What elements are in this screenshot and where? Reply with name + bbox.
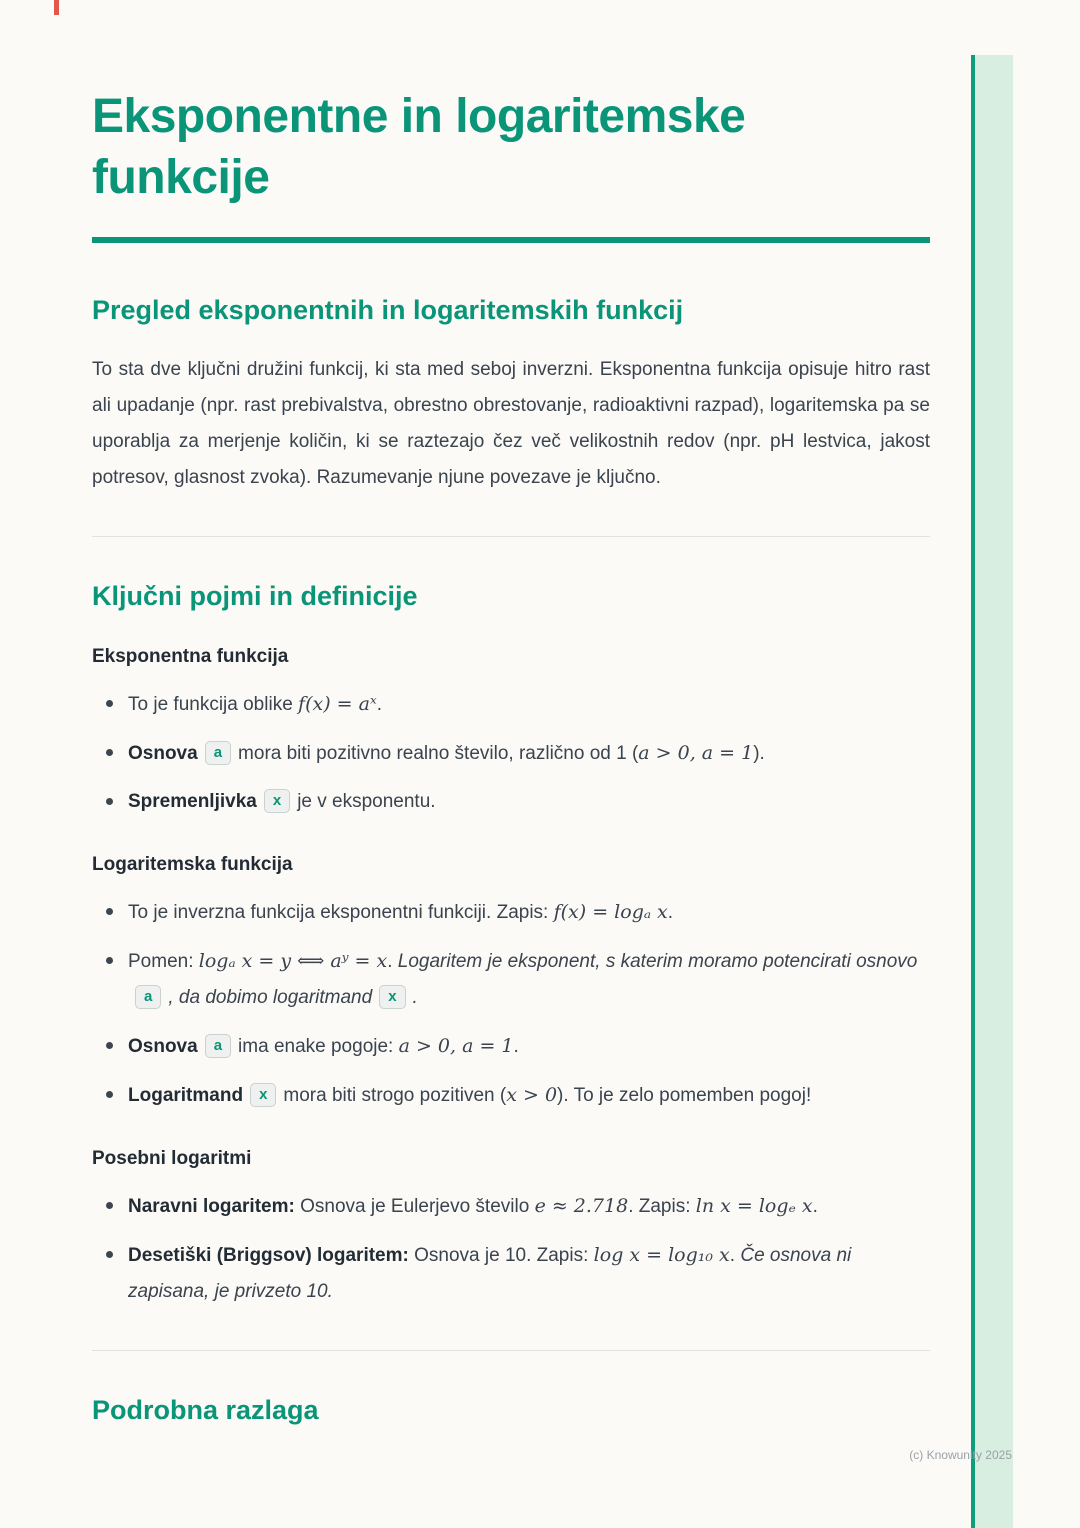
text-segment: ). To je zelo pomemben pogoj!	[557, 1084, 812, 1106]
italic-segment: , da dobimo logaritmand	[168, 986, 373, 1008]
text-segment: .	[667, 901, 674, 923]
list-item	[106, 784, 930, 820]
text-segment: mora biti strogo pozitiven (	[283, 1084, 507, 1106]
text-segment: To je inverzna funkcija eksponentni funkciji. Zapis:	[128, 901, 554, 923]
overview-paragraph: To sta dve ključni družini funkcij, ki sta med seboj inverzni. Eksponentna funkcija opisuje hitro rast ali upadanje (npr. rast prebivalstva, obrestno obrestovanje, radioaktivni razpad), logaritemska pa se uporablja za merjenje količin, ki se raztezajo čez več velikostnih redov (npr. pH lestvica, jakost potresov, glasnost zvoka). Razumevanje njune povezave je ključno.	[92, 358, 930, 488]
section-divider	[92, 536, 930, 537]
italic-segment: Če osnova ni zapisana, je privzeto 10.	[128, 1244, 852, 1302]
math-segment: logₐ x = y ⟺ aʸ = x	[198, 949, 388, 972]
list-item-text	[128, 902, 673, 923]
text-segment: ).	[753, 742, 765, 764]
page-edge-mark	[54, 0, 59, 15]
bold-segment: Logaritmand	[128, 1084, 244, 1106]
inline-variable-chip: x	[264, 789, 290, 813]
list-item	[106, 894, 930, 931]
text-segment: .	[812, 1195, 818, 1217]
right-accent-band	[975, 55, 1013, 1528]
list-item	[106, 1028, 930, 1065]
title-rule	[92, 237, 930, 243]
list-item-text	[128, 791, 436, 812]
list-item	[106, 735, 930, 772]
italic-segment: Logaritem je eksponent, s katerim moramo potencirati osnovo	[397, 950, 918, 972]
section-heading-concepts: Ključni pojmi in definicije	[92, 580, 418, 611]
text-segment: .	[387, 950, 398, 972]
list-item-text	[128, 743, 765, 764]
math-segment: a > 0, a = 1	[398, 1034, 514, 1057]
page-title: Eksponentne in logaritemske funkcije	[92, 90, 746, 205]
list-item	[106, 943, 930, 1016]
text-segment: mora biti pozitivno realno število, različno od 1 (	[238, 742, 639, 764]
section-divider	[92, 1350, 930, 1351]
subheading-special-logarithms: Posebni logaritmi	[92, 1147, 252, 1169]
text-segment: je v eksponentu.	[297, 790, 436, 812]
inline-variable-chip: x	[379, 985, 405, 1009]
inline-variable-chip: a	[205, 741, 231, 765]
inline-variable-chip: a	[135, 985, 161, 1009]
italic-segment: .	[412, 986, 418, 1008]
text-segment: .	[729, 1244, 741, 1266]
math-segment: x > 0	[506, 1083, 558, 1106]
bullet-list-special-logarithms	[92, 1188, 930, 1310]
inline-variable-chip: a	[205, 1034, 231, 1058]
text-segment: Osnova je 10. Zapis:	[408, 1244, 594, 1266]
list-item-text	[128, 951, 917, 1008]
bold-segment: Desetiški (Briggsov) logaritem:	[128, 1244, 409, 1266]
math-segment: e ≈ 2.718	[534, 1194, 629, 1217]
text-segment: ima enake pogoje:	[238, 1035, 399, 1057]
bold-segment: Naravni logaritem:	[128, 1195, 295, 1217]
bold-segment: Osnova	[128, 1035, 198, 1057]
text-segment: .	[376, 693, 382, 715]
bold-segment: Osnova	[128, 742, 198, 764]
document-content	[92, 86, 930, 1426]
text-segment: .	[513, 1035, 519, 1057]
math-segment: f(x) = logₐ x	[553, 900, 668, 923]
math-segment: ln x = logₑ x	[695, 1194, 813, 1217]
bullet-list-exponential	[92, 686, 930, 820]
list-item	[106, 1188, 930, 1225]
list-item-text	[128, 694, 382, 715]
math-segment: f(x) = aˣ	[298, 692, 377, 715]
footer-credit: (c) Knowunity 2025	[909, 1448, 1012, 1462]
math-segment: log x = log₁₀ x	[593, 1243, 730, 1266]
text-segment: . Zapis:	[628, 1195, 696, 1217]
text-segment: Pomen:	[128, 950, 199, 972]
list-item-text	[128, 1245, 851, 1302]
bullet-list-logarithmic	[92, 894, 930, 1114]
list-item-text	[128, 1085, 811, 1106]
subheading-logarithmic-function: Logaritemska funkcija	[92, 853, 293, 875]
section-heading-overview: Pregled eksponentnih in logaritemskih funkcij	[92, 294, 684, 325]
subheading-exponential-function: Eksponentna funkcija	[92, 645, 289, 667]
text-segment: To je funkcija oblike	[128, 693, 299, 715]
list-item	[106, 686, 930, 723]
list-item-text	[128, 1196, 818, 1217]
list-item-text	[128, 1036, 519, 1057]
inline-variable-chip: x	[250, 1083, 276, 1107]
text-segment: Osnova je Eulerjevo število	[294, 1195, 535, 1217]
section-heading-detail: Podrobna razlaga	[92, 1394, 319, 1425]
list-item	[106, 1077, 930, 1114]
math-segment: a > 0, a = 1	[638, 741, 754, 764]
bold-segment: Spremenljivka	[128, 790, 257, 812]
list-item	[106, 1237, 930, 1310]
